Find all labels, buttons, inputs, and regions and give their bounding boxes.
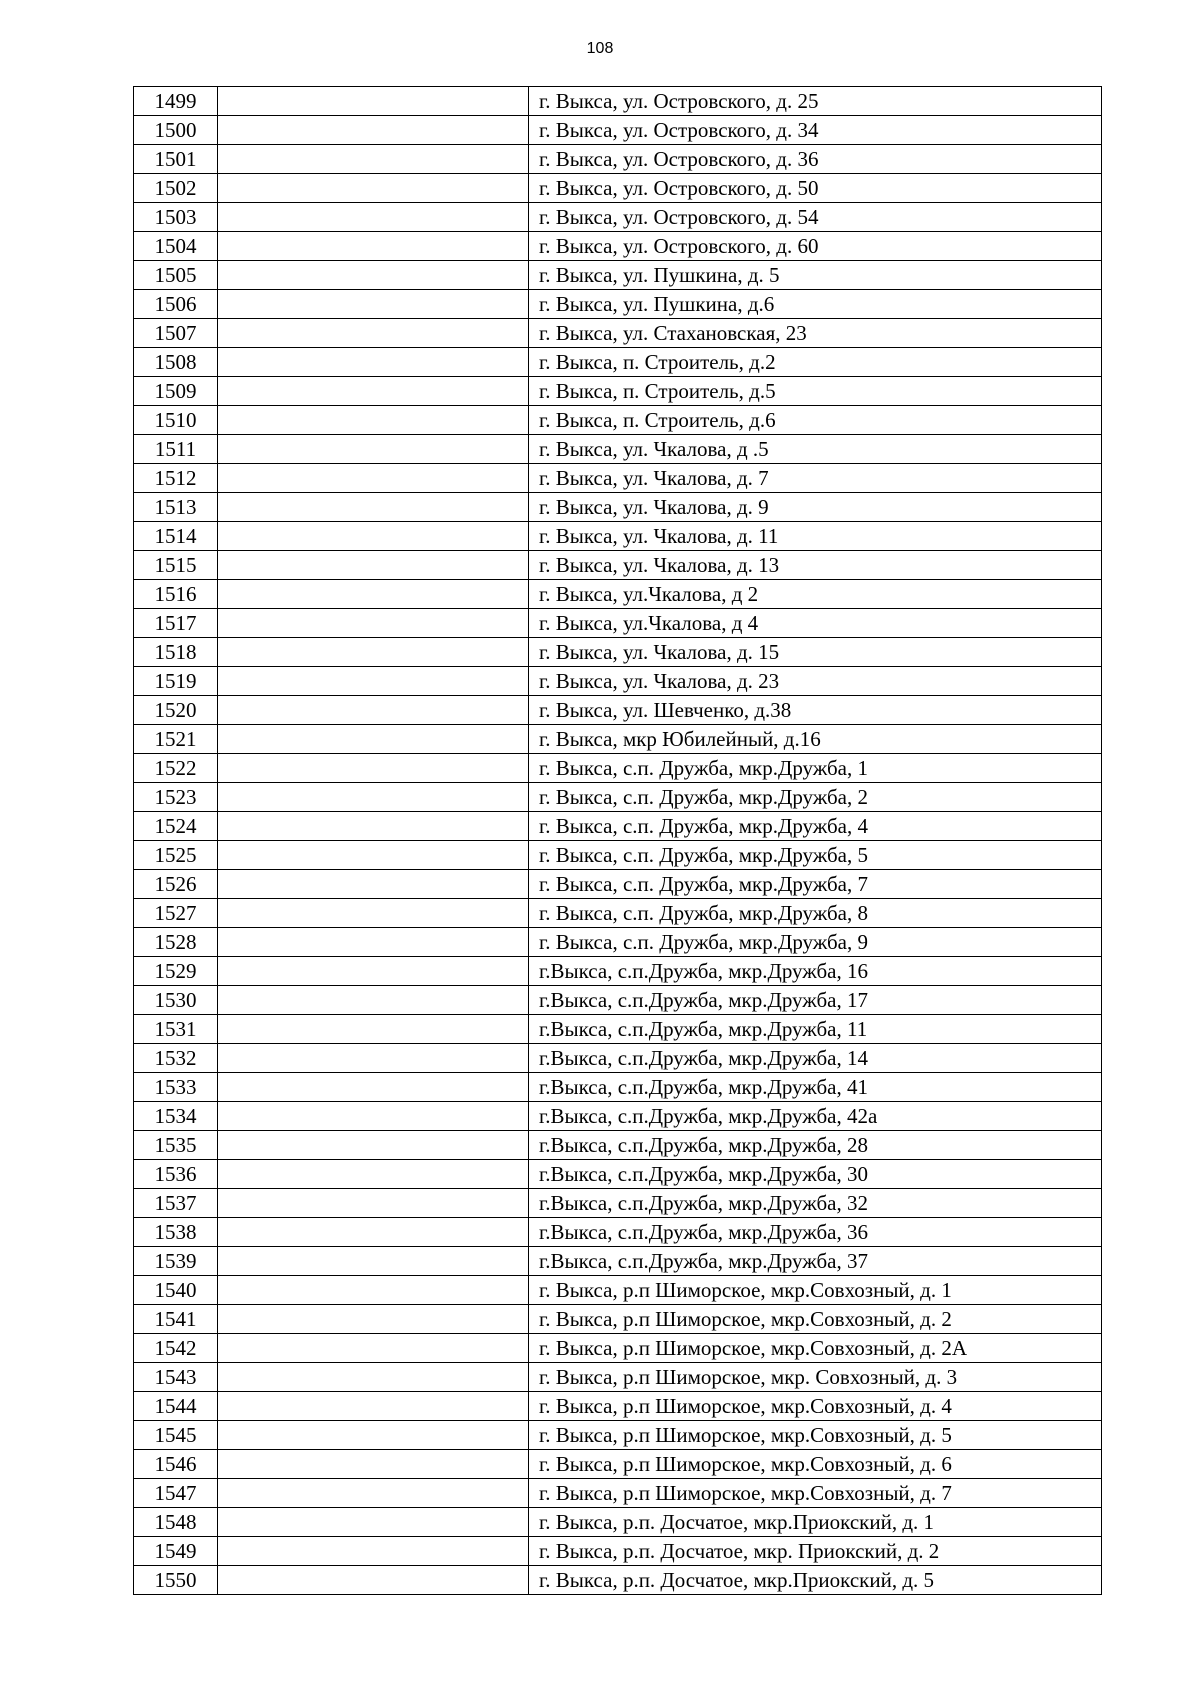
address-cell: г.Выкса, с.п.Дружба, мкр.Дружба, 30 <box>529 1160 1102 1189</box>
address-cell: г. Выкса, ул. Чкалова, д. 15 <box>529 638 1102 667</box>
row-number-cell: 1531 <box>134 1015 218 1044</box>
empty-cell <box>218 1305 529 1334</box>
address-cell: г. Выкса, п. Строитель, д.5 <box>529 377 1102 406</box>
empty-cell <box>218 1015 529 1044</box>
empty-cell <box>218 551 529 580</box>
address-cell: г.Выкса, с.п.Дружба, мкр.Дружба, 42а <box>529 1102 1102 1131</box>
row-number-cell: 1549 <box>134 1537 218 1566</box>
table-row <box>134 348 1102 377</box>
table-row <box>134 1044 1102 1073</box>
table-row <box>134 1479 1102 1508</box>
empty-cell <box>218 1479 529 1508</box>
table-row <box>134 319 1102 348</box>
empty-cell <box>218 1102 529 1131</box>
table-row <box>134 870 1102 899</box>
empty-cell <box>218 1131 529 1160</box>
row-number-cell: 1512 <box>134 464 218 493</box>
row-number-cell: 1527 <box>134 899 218 928</box>
row-number-cell: 1543 <box>134 1363 218 1392</box>
table-row <box>134 1247 1102 1276</box>
address-cell: г. Выкса, ул. Островского, д. 34 <box>529 116 1102 145</box>
empty-cell <box>218 812 529 841</box>
address-cell: г. Выкса, с.п. Дружба, мкр.Дружба, 8 <box>529 899 1102 928</box>
row-number-cell: 1506 <box>134 290 218 319</box>
address-cell: г. Выкса, мкр Юбилейный, д.16 <box>529 725 1102 754</box>
table-row <box>134 754 1102 783</box>
empty-cell <box>218 696 529 725</box>
row-number-cell: 1547 <box>134 1479 218 1508</box>
row-number-cell: 1534 <box>134 1102 218 1131</box>
empty-cell <box>218 203 529 232</box>
empty-cell <box>218 1508 529 1537</box>
table-row <box>134 522 1102 551</box>
table-row <box>134 87 1102 116</box>
row-number-cell: 1510 <box>134 406 218 435</box>
table-row <box>134 1189 1102 1218</box>
empty-cell <box>218 1392 529 1421</box>
empty-cell <box>218 957 529 986</box>
table-row <box>134 232 1102 261</box>
row-number-cell: 1504 <box>134 232 218 261</box>
table-row <box>134 1073 1102 1102</box>
row-number-cell: 1507 <box>134 319 218 348</box>
table-row <box>134 928 1102 957</box>
empty-cell <box>218 1566 529 1595</box>
table-row <box>134 464 1102 493</box>
row-number-cell: 1545 <box>134 1421 218 1450</box>
empty-cell <box>218 406 529 435</box>
table-row <box>134 551 1102 580</box>
table-row <box>134 116 1102 145</box>
row-number-cell: 1544 <box>134 1392 218 1421</box>
address-cell: г. Выкса, п. Строитель, д.6 <box>529 406 1102 435</box>
empty-cell <box>218 1160 529 1189</box>
row-number-cell: 1513 <box>134 493 218 522</box>
empty-cell <box>218 783 529 812</box>
table-row <box>134 261 1102 290</box>
empty-cell <box>218 1073 529 1102</box>
address-cell: г. Выкса, р.п Шиморское, мкр.Совхозный, д. 6 <box>529 1450 1102 1479</box>
row-number-cell: 1503 <box>134 203 218 232</box>
row-number-cell: 1541 <box>134 1305 218 1334</box>
row-number-cell: 1521 <box>134 725 218 754</box>
row-number-cell: 1519 <box>134 667 218 696</box>
empty-cell <box>218 435 529 464</box>
page-number: 108 <box>586 40 614 57</box>
address-cell: г. Выкса, р.п Шиморское, мкр.Совхозный, д. 2 <box>529 1305 1102 1334</box>
empty-cell <box>218 493 529 522</box>
table-row <box>134 1160 1102 1189</box>
empty-cell <box>218 986 529 1015</box>
row-number-cell: 1526 <box>134 870 218 899</box>
address-cell: г. Выкса, с.п. Дружба, мкр.Дружба, 5 <box>529 841 1102 870</box>
row-number-cell: 1535 <box>134 1131 218 1160</box>
table-row <box>134 609 1102 638</box>
row-number-cell: 1516 <box>134 580 218 609</box>
address-cell: г. Выкса, с.п. Дружба, мкр.Дружба, 9 <box>529 928 1102 957</box>
address-cell: г. Выкса, ул. Чкалова, д. 7 <box>529 464 1102 493</box>
empty-cell <box>218 1276 529 1305</box>
empty-cell <box>218 522 529 551</box>
table-row <box>134 1276 1102 1305</box>
table-row <box>134 203 1102 232</box>
row-number-cell: 1550 <box>134 1566 218 1595</box>
empty-cell <box>218 899 529 928</box>
address-cell: г. Выкса, с.п. Дружба, мкр.Дружба, 7 <box>529 870 1102 899</box>
address-cell: г. Выкса, ул. Чкалова, д. 23 <box>529 667 1102 696</box>
address-cell: г. Выкса, ул. Островского, д. 50 <box>529 174 1102 203</box>
empty-cell <box>218 464 529 493</box>
table-row <box>134 1508 1102 1537</box>
table-row <box>134 1334 1102 1363</box>
row-number-cell: 1548 <box>134 1508 218 1537</box>
row-number-cell: 1528 <box>134 928 218 957</box>
empty-cell <box>218 145 529 174</box>
table-row <box>134 1363 1102 1392</box>
table-row <box>134 1218 1102 1247</box>
row-number-cell: 1539 <box>134 1247 218 1276</box>
address-cell: г. Выкса, ул. Чкалова, д. 13 <box>529 551 1102 580</box>
empty-cell <box>218 232 529 261</box>
empty-cell <box>218 261 529 290</box>
address-table-body <box>134 87 1102 1595</box>
address-cell: г. Выкса, р.п. Досчатое, мкр.Приокский, д. 1 <box>529 1508 1102 1537</box>
empty-cell <box>218 667 529 696</box>
row-number-cell: 1517 <box>134 609 218 638</box>
table-row <box>134 174 1102 203</box>
row-number-cell: 1509 <box>134 377 218 406</box>
address-cell: г. Выкса, р.п Шиморское, мкр.Совхозный, д. 4 <box>529 1392 1102 1421</box>
address-cell: г.Выкса, с.п.Дружба, мкр.Дружба, 11 <box>529 1015 1102 1044</box>
table-row <box>134 667 1102 696</box>
empty-cell <box>218 1218 529 1247</box>
address-cell: г.Выкса, с.п.Дружба, мкр.Дружба, 36 <box>529 1218 1102 1247</box>
row-number-cell: 1525 <box>134 841 218 870</box>
table-row <box>134 783 1102 812</box>
address-cell: г. Выкса, ул. Островского, д. 25 <box>529 87 1102 116</box>
row-number-cell: 1520 <box>134 696 218 725</box>
table-row <box>134 145 1102 174</box>
address-cell: г. Выкса, ул. Чкалова, д .5 <box>529 435 1102 464</box>
row-number-cell: 1501 <box>134 145 218 174</box>
address-cell: г. Выкса, с.п. Дружба, мкр.Дружба, 4 <box>529 812 1102 841</box>
empty-cell <box>218 174 529 203</box>
empty-cell <box>218 377 529 406</box>
empty-cell <box>218 609 529 638</box>
address-cell: г. Выкса, с.п. Дружба, мкр.Дружба, 1 <box>529 754 1102 783</box>
table-row <box>134 1131 1102 1160</box>
address-cell: г. Выкса, р.п Шиморское, мкр.Совхозный, д. 7 <box>529 1479 1102 1508</box>
table-row <box>134 1305 1102 1334</box>
row-number-cell: 1505 <box>134 261 218 290</box>
address-cell: г.Выкса, с.п.Дружба, мкр.Дружба, 28 <box>529 1131 1102 1160</box>
address-cell: г. Выкса, ул. Пушкина, д.6 <box>529 290 1102 319</box>
row-number-cell: 1502 <box>134 174 218 203</box>
empty-cell <box>218 1450 529 1479</box>
empty-cell <box>218 1044 529 1073</box>
table-row <box>134 638 1102 667</box>
table-row <box>134 841 1102 870</box>
address-cell: г.Выкса, с.п.Дружба, мкр.Дружба, 32 <box>529 1189 1102 1218</box>
address-cell: г. Выкса, ул. Островского, д. 36 <box>529 145 1102 174</box>
address-cell: г. Выкса, р.п. Досчатое, мкр. Приокский, д. 2 <box>529 1537 1102 1566</box>
address-cell: г. Выкса, р.п Шиморское, мкр.Совхозный, д. 1 <box>529 1276 1102 1305</box>
table-row <box>134 696 1102 725</box>
row-number-cell: 1532 <box>134 1044 218 1073</box>
table-row <box>134 580 1102 609</box>
empty-cell <box>218 754 529 783</box>
table-row <box>134 377 1102 406</box>
empty-cell <box>218 87 529 116</box>
row-number-cell: 1546 <box>134 1450 218 1479</box>
row-number-cell: 1499 <box>134 87 218 116</box>
empty-cell <box>218 580 529 609</box>
address-cell: г. Выкса, р.п Шиморское, мкр.Совхозный, д. 2А <box>529 1334 1102 1363</box>
address-cell: г. Выкса, р.п. Досчатое, мкр.Приокский, д. 5 <box>529 1566 1102 1595</box>
empty-cell <box>218 928 529 957</box>
row-number-cell: 1538 <box>134 1218 218 1247</box>
row-number-cell: 1508 <box>134 348 218 377</box>
table-row <box>134 986 1102 1015</box>
empty-cell <box>218 1189 529 1218</box>
empty-cell <box>218 1247 529 1276</box>
table-row <box>134 1015 1102 1044</box>
address-cell: г.Выкса, с.п.Дружба, мкр.Дружба, 37 <box>529 1247 1102 1276</box>
address-cell: г. Выкса, ул. Стахановская, 23 <box>529 319 1102 348</box>
empty-cell <box>218 319 529 348</box>
address-cell: г.Выкса, с.п.Дружба, мкр.Дружба, 14 <box>529 1044 1102 1073</box>
row-number-cell: 1522 <box>134 754 218 783</box>
row-number-cell: 1515 <box>134 551 218 580</box>
empty-cell <box>218 725 529 754</box>
table-row <box>134 1450 1102 1479</box>
table-row <box>134 1102 1102 1131</box>
table-row <box>134 406 1102 435</box>
address-cell: г. Выкса, с.п. Дружба, мкр.Дружба, 2 <box>529 783 1102 812</box>
row-number-cell: 1540 <box>134 1276 218 1305</box>
address-cell: г. Выкса, ул. Островского, д. 60 <box>529 232 1102 261</box>
table-row <box>134 1537 1102 1566</box>
row-number-cell: 1529 <box>134 957 218 986</box>
row-number-cell: 1533 <box>134 1073 218 1102</box>
address-cell: г. Выкса, р.п Шиморское, мкр.Совхозный, д. 5 <box>529 1421 1102 1450</box>
table-row <box>134 725 1102 754</box>
address-cell: г. Выкса, ул. Чкалова, д. 11 <box>529 522 1102 551</box>
row-number-cell: 1511 <box>134 435 218 464</box>
table-row <box>134 493 1102 522</box>
empty-cell <box>218 1421 529 1450</box>
address-cell: г. Выкса, р.п Шиморское, мкр. Совхозный, д. 3 <box>529 1363 1102 1392</box>
address-table <box>133 86 1102 1595</box>
row-number-cell: 1514 <box>134 522 218 551</box>
table-row <box>134 812 1102 841</box>
empty-cell <box>218 290 529 319</box>
empty-cell <box>218 841 529 870</box>
address-cell: г. Выкса, ул. Шевченко, д.38 <box>529 696 1102 725</box>
table-row <box>134 290 1102 319</box>
address-cell: г. Выкса, ул. Островского, д. 54 <box>529 203 1102 232</box>
table-row <box>134 435 1102 464</box>
empty-cell <box>218 870 529 899</box>
address-cell: г.Выкса, с.п.Дружба, мкр.Дружба, 16 <box>529 957 1102 986</box>
address-cell: г. Выкса, п. Строитель, д.2 <box>529 348 1102 377</box>
address-cell: г. Выкса, ул. Пушкина, д. 5 <box>529 261 1102 290</box>
address-cell: г. Выкса, ул.Чкалова, д 4 <box>529 609 1102 638</box>
row-number-cell: 1542 <box>134 1334 218 1363</box>
table-row <box>134 899 1102 928</box>
address-cell: г.Выкса, с.п.Дружба, мкр.Дружба, 17 <box>529 986 1102 1015</box>
empty-cell <box>218 638 529 667</box>
empty-cell <box>218 1363 529 1392</box>
row-number-cell: 1500 <box>134 116 218 145</box>
row-number-cell: 1523 <box>134 783 218 812</box>
address-cell: г. Выкса, ул. Чкалова, д. 9 <box>529 493 1102 522</box>
row-number-cell: 1536 <box>134 1160 218 1189</box>
address-cell: г. Выкса, ул.Чкалова, д 2 <box>529 580 1102 609</box>
row-number-cell: 1524 <box>134 812 218 841</box>
row-number-cell: 1537 <box>134 1189 218 1218</box>
empty-cell <box>218 348 529 377</box>
empty-cell <box>218 1537 529 1566</box>
table-row <box>134 1392 1102 1421</box>
table-row <box>134 1421 1102 1450</box>
empty-cell <box>218 116 529 145</box>
table-row <box>134 957 1102 986</box>
empty-cell <box>218 1334 529 1363</box>
row-number-cell: 1518 <box>134 638 218 667</box>
table-row <box>134 1566 1102 1595</box>
address-cell: г.Выкса, с.п.Дружба, мкр.Дружба, 41 <box>529 1073 1102 1102</box>
row-number-cell: 1530 <box>134 986 218 1015</box>
